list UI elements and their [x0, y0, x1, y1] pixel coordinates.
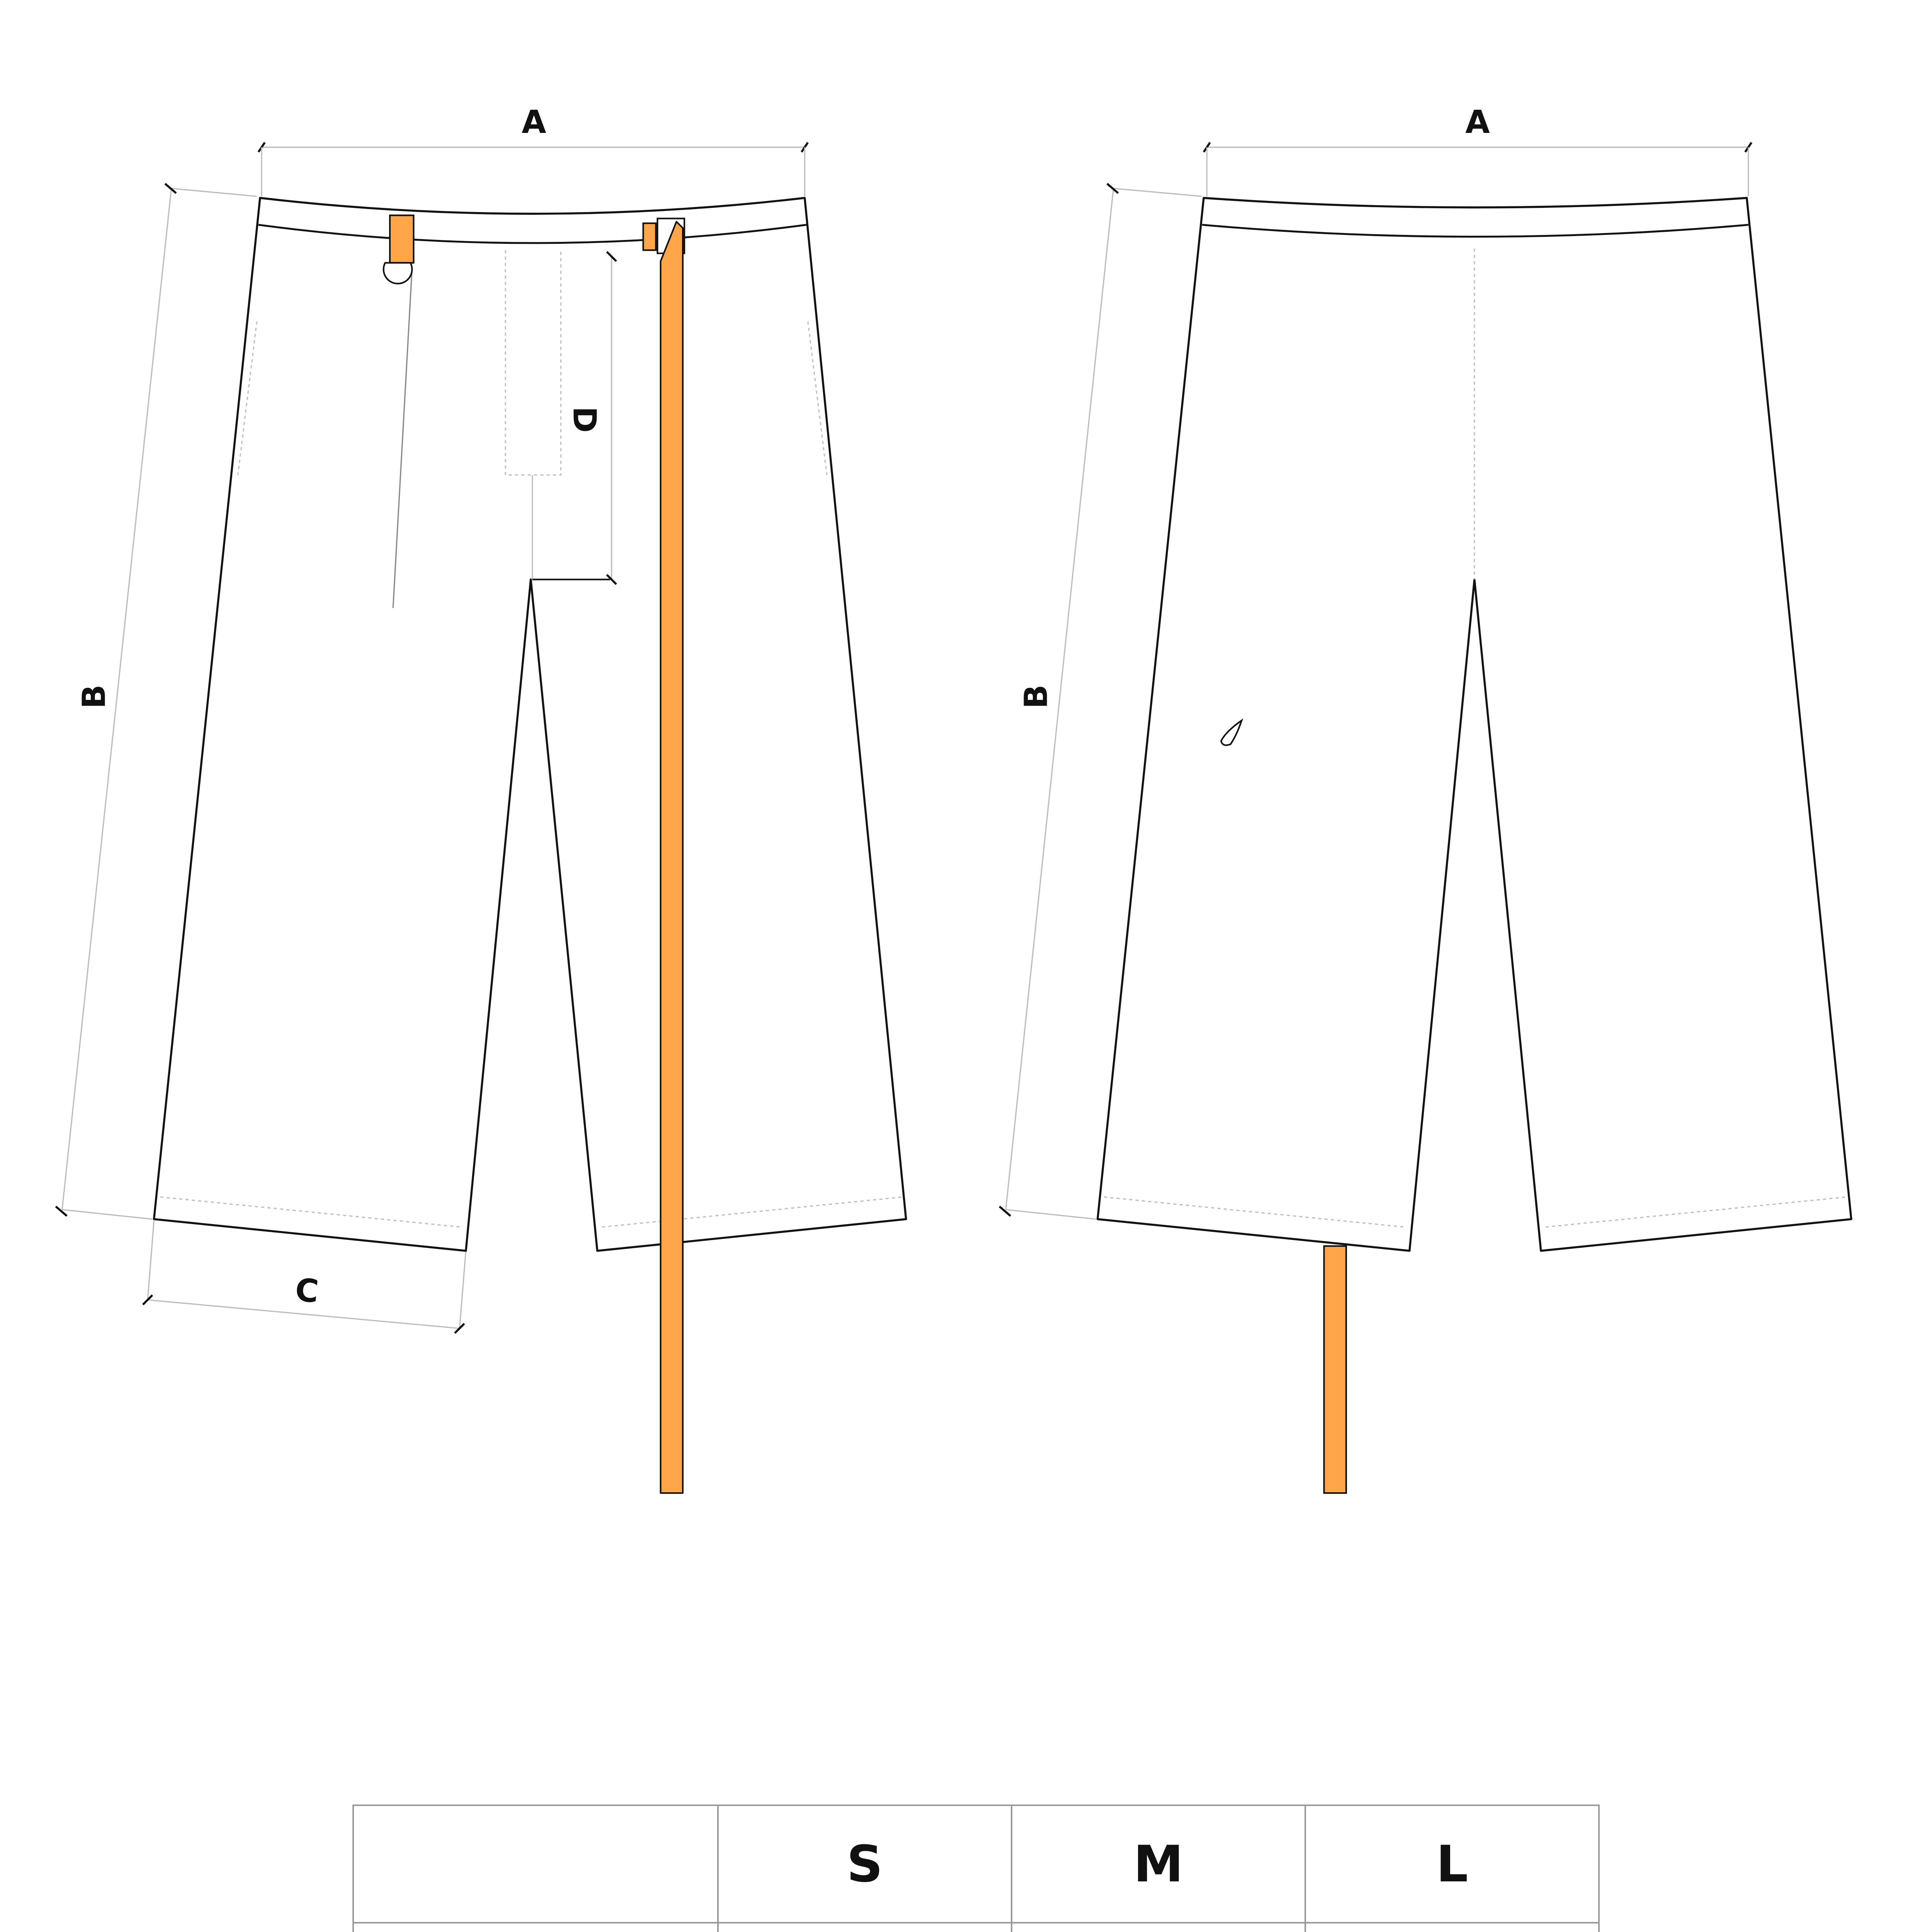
size-header-s: S [718, 1805, 1012, 1923]
row-label-waist [353, 1923, 718, 1932]
strap-back [1324, 1246, 1346, 1493]
label-b-front: B [76, 684, 113, 709]
label-d-front: D [566, 406, 603, 433]
size-header-l: L [1305, 1805, 1599, 1923]
strap-front [661, 222, 683, 1493]
table-cell [1012, 1923, 1305, 1932]
back-view [1000, 104, 1851, 1493]
table-corner-cell [353, 1805, 718, 1923]
front-view [56, 104, 906, 1493]
size-chart-table [352, 1804, 1600, 1932]
label-a-front: A [522, 104, 546, 141]
table-cell [718, 1923, 1012, 1932]
dimension-a-front [259, 143, 808, 196]
pants-back-outline [1098, 198, 1851, 1251]
belt-buckle [643, 223, 656, 250]
table-row [353, 1923, 1599, 1932]
table-header-row [353, 1805, 1599, 1923]
belt-loop [390, 215, 413, 263]
pants-front-outline [154, 198, 906, 1251]
size-header-m: M [1012, 1805, 1305, 1923]
label-a-back: A [1465, 104, 1490, 141]
label-b-back: B [1018, 684, 1055, 709]
table-cell [1305, 1923, 1599, 1932]
dimension-a-back [1204, 143, 1752, 196]
d-ring-icon [384, 263, 412, 284]
label-c-front: C [294, 1271, 320, 1310]
